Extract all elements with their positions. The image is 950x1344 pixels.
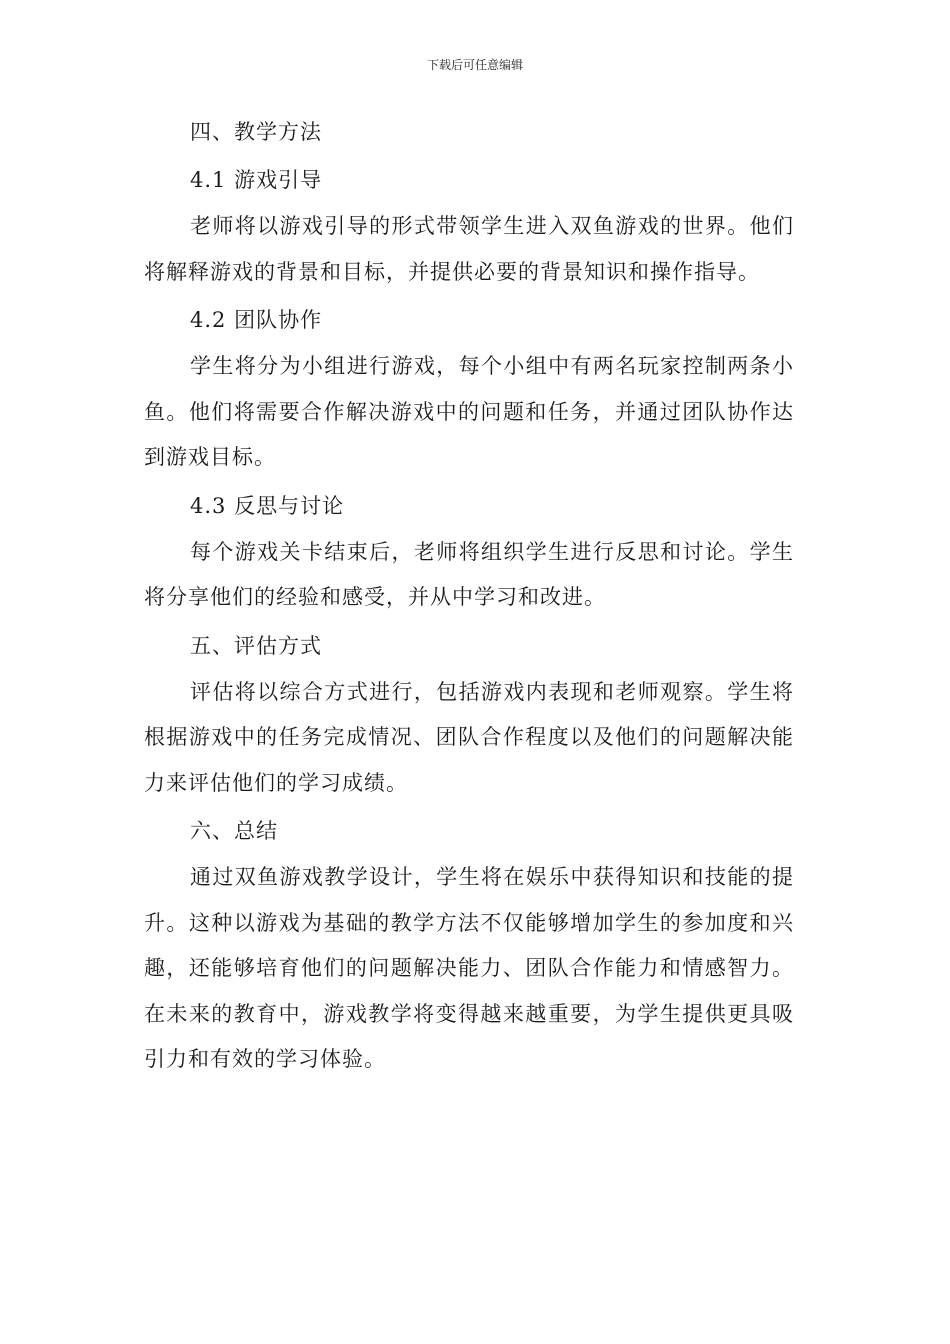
paragraph-game-guidance: 老师将以游戏引导的形式带领学生进入双鱼游戏的世界。他们将解释游戏的背景和目标，并提供必要的背景知识和操作指导。 [144, 214, 794, 284]
section-heading-assessment: 五、评估方式 [190, 633, 322, 658]
page-header-note: 下载后可任意编辑 [426, 58, 523, 72]
paragraph-reflection: 每个游戏关卡结束后，老师将组织学生进行反思和讨论。学生将分享他们的经验和感受，并从中学习和改进。 [144, 539, 794, 609]
section-heading-teaching-methods: 四、教学方法 [190, 120, 322, 144]
paragraph-teamwork: 学生将分为小组进行游戏，每个小组中有两名玩家控制两条小鱼。他们将需要合作解决游戏中的问题和任务，并通过团队协作达到游戏目标。 [144, 354, 794, 469]
subsection-heading-game-guidance: 4.1 游戏引导 [190, 168, 323, 192]
section-heading-summary: 六、总结 [190, 819, 278, 843]
subsection-heading-teamwork: 4.2 团队协作 [190, 308, 323, 332]
document-body [144, 108, 794, 1084]
paragraph-assessment: 评估将以综合方式进行，包括游戏内表现和老师观察。学生将根据游戏中的任务完成情况、团队合作程度以及他们的问题解决能力来评估他们的学习成绩。 [144, 679, 794, 795]
subsection-heading-reflection: 4.3 反思与讨论 [190, 493, 345, 518]
paragraph-summary: 通过双鱼游戏教学设计，学生将在娱乐中获得知识和技能的提升。这种以游戏为基础的教学方法不仅能够增加学生的参加度和兴趣，还能够培育他们的问题解决能力、团队合作能力和情感智力。在未来的教育中，游戏教学将变得越来越重要，为学生提供更具吸引力和有效的学习体验。 [144, 865, 794, 1071]
